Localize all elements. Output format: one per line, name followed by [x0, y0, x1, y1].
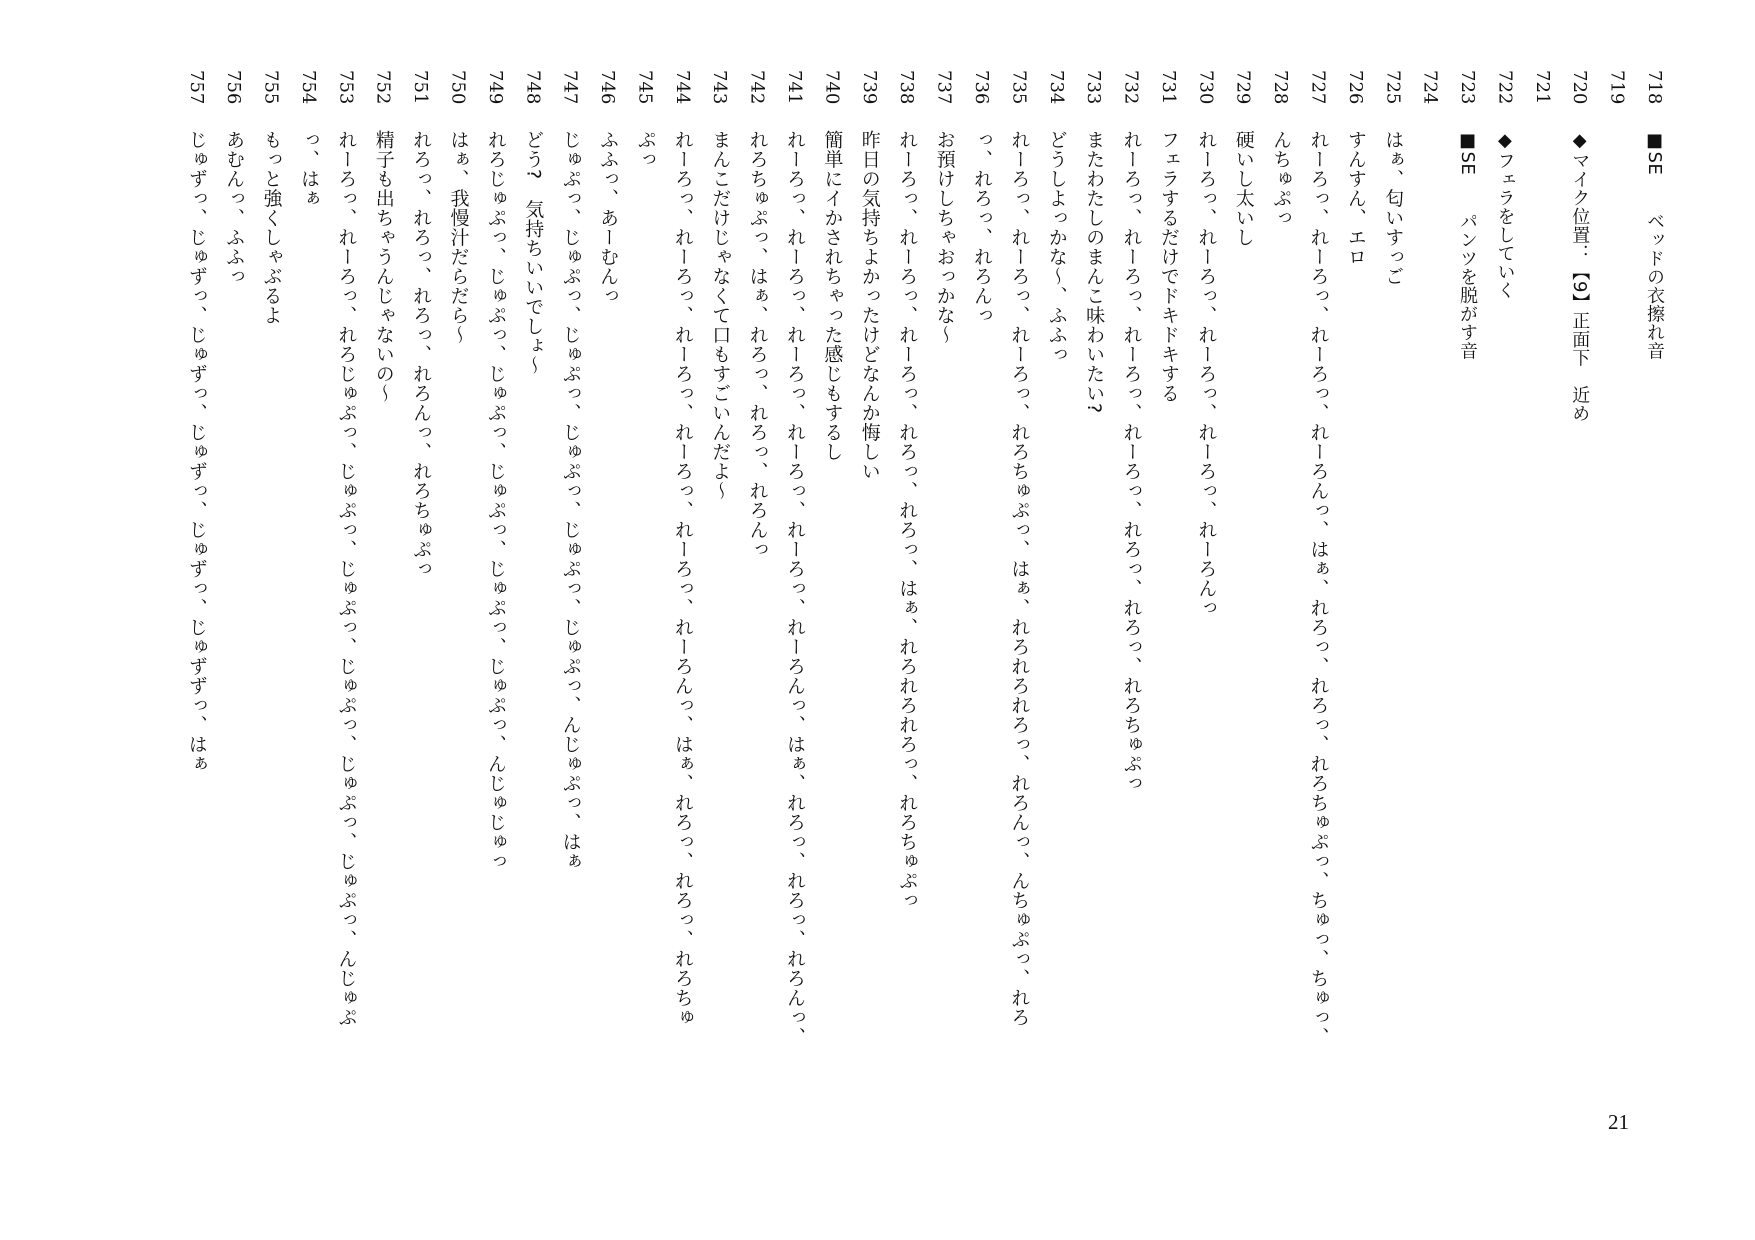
- line-text: ぷっ: [634, 130, 657, 169]
- line-number: 754: [297, 70, 319, 105]
- line-number: 718: [1644, 70, 1665, 105]
- script-line: [813, 70, 850, 1110]
- line-text: あむんっ、ふふっ: [223, 130, 246, 286]
- script-line: [402, 70, 439, 1110]
- line-number: 755: [260, 70, 282, 105]
- line-number: 737: [933, 70, 955, 105]
- script-line: [1636, 70, 1673, 1110]
- script-line: [1374, 70, 1411, 1110]
- script-line: [1523, 70, 1560, 1110]
- line-text: すんすん、エロ: [1344, 130, 1367, 267]
- line-text: れーろっ、れーろっ、れろじゅぷっ、じゅぷっ、じゅぷっ、じゅぷっ、じゅぷっ、じゅぷっ、んじゅぷ: [335, 130, 358, 1027]
- line-number: 748: [522, 70, 544, 105]
- script-line: [1561, 70, 1598, 1110]
- script-line: [477, 70, 514, 1110]
- script-line: [925, 70, 962, 1110]
- script-line: [290, 70, 327, 1110]
- line-number: 720: [1569, 70, 1591, 105]
- line-number: 722: [1494, 70, 1516, 105]
- stage-direction: ◆マイク位置：【9】正面下 近め: [1569, 130, 1591, 423]
- line-text: っ、れろっ、れろんっ: [970, 130, 993, 325]
- script-line: [1486, 70, 1523, 1110]
- script-line: [1187, 70, 1224, 1110]
- line-text: 昨日の気持ちよかったけどなんか悔しい: [858, 130, 881, 481]
- script-line: [1000, 70, 1037, 1110]
- line-number: 731: [1157, 70, 1179, 105]
- script-line: [439, 70, 476, 1110]
- script-lines: [177, 70, 1673, 1110]
- line-number: 740: [821, 70, 843, 105]
- line-text: どうしよっかな〜、ふふっ: [1045, 130, 1068, 364]
- line-text: もっと強くしゃぶるよ: [260, 130, 283, 325]
- line-number: 739: [858, 70, 880, 105]
- page-number: 21: [1608, 1110, 1629, 1134]
- script-line: [1075, 70, 1112, 1110]
- line-text: んちゅぷっ: [1270, 130, 1293, 228]
- line-number: 752: [372, 70, 394, 105]
- script-line: [589, 70, 626, 1110]
- line-text: お預けしちゃおっかな〜: [933, 130, 956, 345]
- script-line: [663, 70, 700, 1110]
- line-number: 744: [671, 70, 693, 105]
- script-line: [963, 70, 1000, 1110]
- line-text: れーろっ、れーろっ、れーろっ、れーろんっ、はぁ、れろっ、れろっ、れろちゅぷっ、ちゅっ、ちゅっ、: [1307, 130, 1330, 1047]
- line-number: 719: [1606, 70, 1628, 105]
- line-number: 751: [410, 70, 432, 105]
- line-text: ふふっ、あーむんっ: [597, 130, 620, 306]
- line-number: 721: [1531, 70, 1553, 105]
- line-text: じゅずっ、じゅずっ、じゅずっ、じゅずっ、じゅずっ、じゅずずっ、はぁ: [185, 130, 208, 774]
- script-line: [776, 70, 813, 1110]
- line-number: 756: [223, 70, 245, 105]
- script-line: [252, 70, 289, 1110]
- line-text: れーろっ、れーろっ、れーろっ、れーろっ、れろっ、れろっ、れろちゅぷっ: [1120, 130, 1143, 793]
- line-number: 727: [1307, 70, 1329, 105]
- line-text: どう? 気持ちいいでしょ〜: [522, 130, 545, 375]
- line-text: れろちゅぷっ、はぁ、れろっ、れろっ、れろんっ: [746, 130, 769, 559]
- line-text: れろっ、れろっ、れろっ、れろんっ、れろちゅぷっ: [410, 130, 433, 579]
- line-text: はぁ、我慢汁だらだら〜: [447, 130, 470, 345]
- line-text: じゅぷっ、じゅぷっ、じゅぷっ、じゅぷっ、じゅぷっ、じゅぷっ、んじゅぷっ、はぁ: [559, 130, 582, 871]
- script-line: [850, 70, 887, 1110]
- line-number: 733: [1083, 70, 1105, 105]
- line-number: 725: [1382, 70, 1404, 105]
- script-line: [514, 70, 551, 1110]
- line-number: 723: [1457, 70, 1479, 105]
- line-number: 735: [1008, 70, 1030, 105]
- script-line: [551, 70, 588, 1110]
- line-number: 750: [447, 70, 469, 105]
- line-text: 硬いし太いし: [1232, 130, 1255, 247]
- line-text: まんこだけじゃなくて口もすごいんだよ〜: [709, 130, 732, 501]
- line-number: 729: [1232, 70, 1254, 105]
- line-number: 738: [896, 70, 918, 105]
- line-text: 簡単にイかされちゃった感じもするし: [821, 130, 844, 462]
- script-line: [1299, 70, 1336, 1110]
- line-text: れーろっ、れーろっ、れーろっ、れーろっ、れーろっ、れーろんっ、はぁ、れろっ、れろっ、れろちゅ: [671, 130, 694, 1027]
- line-number: 734: [1045, 70, 1067, 105]
- script-line: [738, 70, 775, 1110]
- line-number: 728: [1270, 70, 1292, 105]
- line-text: れーろっ、れーろっ、れーろっ、れろっ、れろっ、はぁ、れろれろれろっ、れろちゅぷっ: [896, 130, 919, 910]
- line-number: 732: [1120, 70, 1142, 105]
- line-text: はぁ、匂いすっご: [1382, 130, 1405, 286]
- script-line: [626, 70, 663, 1110]
- script-line: [1262, 70, 1299, 1110]
- line-number: 742: [746, 70, 768, 105]
- script-line: [888, 70, 925, 1110]
- line-number: 736: [970, 70, 992, 105]
- script-line: [177, 70, 214, 1110]
- script-line: [1411, 70, 1448, 1110]
- line-number: 741: [784, 70, 806, 105]
- line-number: 726: [1344, 70, 1366, 105]
- line-text: 精子も出ちゃうんじゃないの〜: [372, 130, 395, 403]
- sound-effect-direction: ■SE ベッドの衣擦れ音: [1644, 130, 1665, 361]
- line-text: フェラするだけでドキドキする: [1157, 130, 1180, 403]
- line-number: 753: [335, 70, 357, 105]
- script-line: [701, 70, 738, 1110]
- line-number: 745: [634, 70, 656, 105]
- line-text: れーろっ、れーろっ、れーろっ、れーろっ、れーろっ、れーろんっ、はぁ、れろっ、れろっ、れろんっ、: [784, 130, 807, 1047]
- line-number: 749: [484, 70, 506, 105]
- script-line: [1224, 70, 1261, 1110]
- script-line: [1037, 70, 1074, 1110]
- script-line: [1112, 70, 1149, 1110]
- line-text: れーろっ、れーろっ、れーろっ、れーろっ、れーろんっ: [1195, 130, 1218, 618]
- line-number: 743: [709, 70, 731, 105]
- script-line: [1449, 70, 1486, 1110]
- script-line: [364, 70, 401, 1110]
- line-text: またわたしのまんこ味わいたい?: [1083, 130, 1106, 414]
- script-line: [327, 70, 364, 1110]
- script-line: [1598, 70, 1635, 1110]
- stage-direction: ◆フェラをしていく: [1494, 130, 1516, 300]
- line-number: 730: [1195, 70, 1217, 105]
- line-number: 746: [597, 70, 619, 105]
- sound-effect-direction: ■SE パンツを脱がす音: [1457, 130, 1479, 361]
- script-line: [1336, 70, 1373, 1110]
- line-number: 747: [559, 70, 581, 105]
- line-text: れろじゅぷっ、じゅぷっ、じゅぷっ、じゅぷっ、じゅぷっ、じゅぷっ、んじゅじゅっ: [484, 130, 507, 871]
- line-text: れーろっ、れーろっ、れーろっ、れろちゅぷっ、はぁ、れろれろれろっ、れろんっ、んちゅぷっ、れろ: [1008, 130, 1031, 1027]
- script-line: [215, 70, 252, 1110]
- script-line: [1150, 70, 1187, 1110]
- line-number: 724: [1419, 70, 1441, 105]
- line-text: っ、はぁ: [297, 130, 320, 208]
- line-number: 757: [185, 70, 207, 105]
